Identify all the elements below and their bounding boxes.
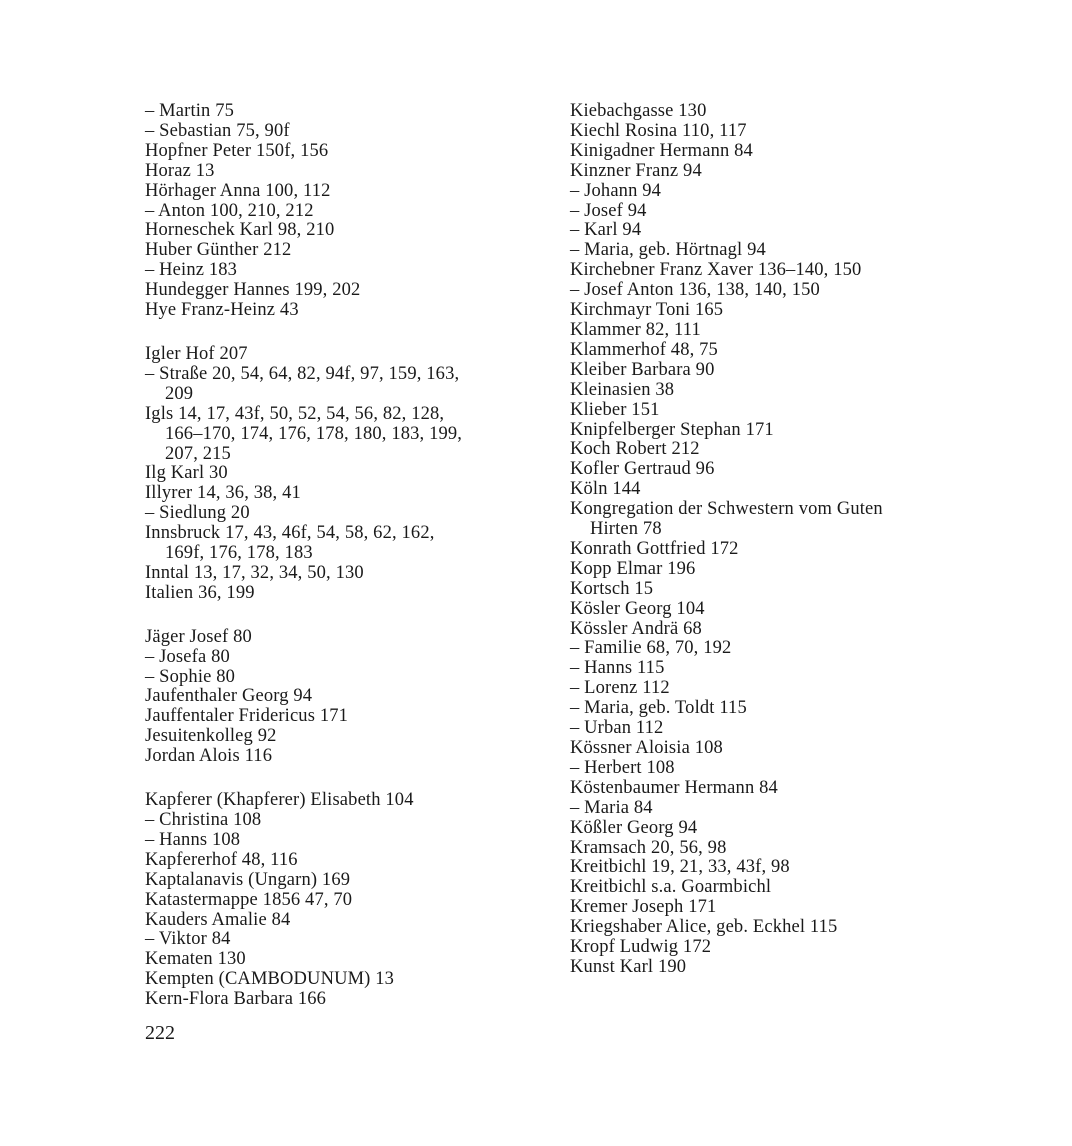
index-entry-line: – Maria 84 bbox=[570, 797, 653, 818]
index-entry-line: Kösler Georg 104 bbox=[570, 598, 705, 619]
index-entry bbox=[570, 958, 940, 978]
index-entry-line: – Karl 94 bbox=[570, 220, 642, 241]
index-entry-line: Hye Franz-Heinz 43 bbox=[145, 300, 299, 321]
index-entry-line: – Sophie 80 bbox=[145, 666, 236, 687]
index-entry bbox=[145, 668, 535, 688]
index-entry bbox=[570, 819, 940, 839]
index-entry-line: – Johann 94 bbox=[570, 180, 662, 201]
index-entry-line: Igler Hof 207 bbox=[145, 343, 248, 364]
index-entry-line: Kiebachgasse 130 bbox=[570, 101, 707, 121]
index-entry-line: Klammerhof 48, 75 bbox=[570, 339, 718, 360]
index-entry-line: – Martin 75 bbox=[145, 101, 235, 121]
index-column-left bbox=[145, 102, 535, 1010]
index-entry-continuation: 209 bbox=[165, 383, 194, 404]
index-entry bbox=[145, 102, 535, 122]
index-entry bbox=[570, 679, 940, 699]
index-entry bbox=[145, 221, 535, 241]
index-entry-line: Koch Robert 212 bbox=[570, 439, 700, 460]
index-entry bbox=[570, 620, 940, 640]
index-entry-line: – Viktor 84 bbox=[145, 929, 231, 950]
index-entry-line: Kreitbichl s.a. Goarmbichl bbox=[570, 877, 772, 898]
index-entry-line: Kößler Georg 94 bbox=[570, 817, 698, 838]
index-entry-line: Kinigadner Hermann 84 bbox=[570, 140, 753, 161]
index-entry bbox=[145, 791, 535, 811]
index-entry bbox=[145, 122, 535, 142]
index-section-gap bbox=[145, 604, 535, 628]
index-entry bbox=[570, 381, 940, 401]
index-column-right bbox=[570, 102, 940, 978]
index-entry-line: Innsbruck 17, 43, 46f, 54, 58, 62, 162, bbox=[145, 523, 435, 544]
index-entry bbox=[570, 540, 940, 560]
index-entry-line: Kempten (CAMBODUNUM) 13 bbox=[145, 969, 395, 990]
index-entry-line: Kopp Elmar 196 bbox=[570, 558, 696, 579]
index-entry bbox=[145, 628, 535, 648]
index-entry-continuation: Hirten 78 bbox=[590, 519, 662, 540]
index-entry bbox=[570, 102, 940, 122]
index-entry bbox=[570, 938, 940, 958]
index-entry-line: – Urban 112 bbox=[570, 718, 664, 739]
index-entry-line: – Josefa 80 bbox=[145, 646, 230, 667]
index-entry-line: Katastermappe 1856 47, 70 bbox=[145, 889, 353, 910]
index-entry bbox=[570, 182, 940, 202]
index-entry-line: – Sebastian 75, 90f bbox=[145, 120, 290, 141]
index-entry-line: Horneschek Karl 98, 210 bbox=[145, 220, 335, 241]
index-entry bbox=[570, 600, 940, 620]
index-entry-line: Kössner Aloisia 108 bbox=[570, 738, 723, 758]
index-entry-line: Kössler Andrä 68 bbox=[570, 618, 702, 639]
index-entry bbox=[145, 142, 535, 162]
index-entry-continuation: 166–170, 174, 176, 178, 180, 183, 199, bbox=[165, 423, 463, 444]
index-entry-line: Köln 144 bbox=[570, 479, 641, 500]
index-entry bbox=[570, 460, 940, 480]
index-entry bbox=[570, 858, 940, 878]
index-entry-line: – Hanns 115 bbox=[570, 658, 665, 679]
index-entry bbox=[570, 421, 940, 441]
index-entry bbox=[145, 524, 535, 564]
index-entry bbox=[145, 241, 535, 261]
index-entry bbox=[570, 401, 940, 421]
index-entry bbox=[145, 504, 535, 524]
index-entry bbox=[145, 365, 535, 405]
index-entry bbox=[570, 301, 940, 321]
index-entry bbox=[145, 202, 535, 222]
index-entry-line: – Heinz 183 bbox=[145, 260, 238, 281]
index-entry bbox=[570, 361, 940, 381]
index-entry bbox=[570, 261, 940, 281]
index-entry bbox=[145, 182, 535, 202]
index-entry-line: Jordan Alois 116 bbox=[145, 746, 273, 767]
index-entry-line: Kapferer (Khapferer) Elisabeth 104 bbox=[145, 790, 414, 811]
index-entry-line: Kongregation der Schwestern vom Guten bbox=[570, 499, 883, 520]
index-entry-line: Kiechl Rosina 110, 117 bbox=[570, 120, 747, 141]
page-number: 222 bbox=[145, 1022, 175, 1044]
index-entry-line: Horaz 13 bbox=[145, 160, 215, 181]
index-entry-line: Klammer 82, 111 bbox=[570, 319, 701, 340]
index-entry-line: Igls 14, 17, 43f, 50, 52, 54, 56, 82, 128, bbox=[145, 403, 445, 424]
index-entry bbox=[570, 719, 940, 739]
index-entry-line: Jesuitenkolleg 92 bbox=[145, 726, 277, 747]
index-entry bbox=[145, 891, 535, 911]
index-entry bbox=[145, 911, 535, 931]
index-entry bbox=[570, 659, 940, 679]
index-entry bbox=[570, 898, 940, 918]
index-entry-line: Kriegshaber Alice, geb. Eckhel 115 bbox=[570, 917, 838, 938]
index-entry bbox=[145, 345, 535, 365]
index-entry bbox=[570, 440, 940, 460]
index-entry-line: – Maria, geb. Hörtnagl 94 bbox=[570, 240, 766, 261]
index-entry-line: Kirchmayr Toni 165 bbox=[570, 300, 724, 321]
index-entry bbox=[145, 811, 535, 831]
index-entry-line: Kunst Karl 190 bbox=[570, 956, 687, 977]
index-entry-line: Illyrer 14, 36, 38, 41 bbox=[145, 483, 301, 504]
index-entry-continuation: 169f, 176, 178, 183 bbox=[165, 543, 313, 564]
index-entry bbox=[145, 990, 535, 1010]
index-entry bbox=[570, 221, 940, 241]
index-entry-line: – Herbert 108 bbox=[570, 757, 675, 778]
index-entry-line: – Maria, geb. Toldt 115 bbox=[570, 698, 747, 719]
index-entry bbox=[570, 639, 940, 659]
index-entry-line: Hopfner Peter 150f, 156 bbox=[145, 140, 329, 161]
index-entry-line: Knipfelberger Stephan 171 bbox=[570, 419, 774, 440]
index-entry bbox=[145, 687, 535, 707]
index-entry bbox=[145, 564, 535, 584]
index-entry-line: Köstenbaumer Hermann 84 bbox=[570, 777, 778, 798]
index-entry-line: Kleiber Barbara 90 bbox=[570, 359, 715, 380]
index-entry-line: Kofler Gertraud 96 bbox=[570, 459, 715, 480]
index-entry bbox=[570, 142, 940, 162]
index-entry bbox=[145, 464, 535, 484]
index-entry bbox=[145, 930, 535, 950]
index-entry bbox=[570, 480, 940, 500]
index-entry-line: Jaufenthaler Georg 94 bbox=[145, 686, 313, 707]
index-entry bbox=[570, 918, 940, 938]
index-entry bbox=[145, 301, 535, 321]
index-entry-line: Italien 36, 199 bbox=[145, 582, 255, 603]
index-entry bbox=[145, 261, 535, 281]
index-entry bbox=[145, 747, 535, 767]
index-entry-line: Kleinasien 38 bbox=[570, 379, 675, 400]
index-entry bbox=[570, 162, 940, 182]
index-entry bbox=[570, 779, 940, 799]
index-entry-line: Kremer Joseph 171 bbox=[570, 897, 717, 918]
index-entry bbox=[570, 321, 940, 341]
index-entry bbox=[570, 839, 940, 859]
index-entry bbox=[570, 878, 940, 898]
index-entry-line: – Hanns 108 bbox=[145, 829, 241, 850]
index-entry bbox=[145, 648, 535, 668]
index-entry bbox=[145, 584, 535, 604]
index-entry-line: Huber Günther 212 bbox=[145, 240, 292, 261]
index-entry bbox=[145, 970, 535, 990]
index-entry-line: Kropf Ludwig 172 bbox=[570, 937, 712, 958]
index-entry-line: – Josef Anton 136, 138, 140, 150 bbox=[570, 280, 820, 301]
index-entry-line: – Lorenz 112 bbox=[570, 678, 670, 699]
index-entry-line: Jauffentaler Fridericus 171 bbox=[145, 706, 349, 727]
index-entry bbox=[145, 484, 535, 504]
index-entry-line: Kern-Flora Barbara 166 bbox=[145, 989, 327, 1010]
index-section-gap bbox=[145, 321, 535, 345]
index-entry-line: Kirchebner Franz Xaver 136–140, 150 bbox=[570, 260, 862, 281]
index-section-gap bbox=[145, 767, 535, 791]
index-entry bbox=[570, 122, 940, 142]
index-entry bbox=[145, 831, 535, 851]
index-entry bbox=[145, 162, 535, 182]
index-entry bbox=[570, 202, 940, 222]
index-entry bbox=[570, 500, 940, 540]
index-entry-line: Kaptalanavis (Ungarn) 169 bbox=[145, 869, 351, 890]
index-entry bbox=[145, 727, 535, 747]
index-entry-line: Inntal 13, 17, 32, 34, 50, 130 bbox=[145, 562, 364, 583]
index-entry-line: – Familie 68, 70, 192 bbox=[570, 638, 732, 659]
index-entry-line: – Straße 20, 54, 64, 82, 94f, 97, 159, 163, bbox=[145, 363, 460, 384]
index-entry-continuation: 207, 215 bbox=[165, 443, 231, 464]
index-entry-line: Kramsach 20, 56, 98 bbox=[570, 837, 727, 858]
index-entry bbox=[570, 560, 940, 580]
index-entry-line: Jäger Josef 80 bbox=[145, 626, 252, 647]
index-entry-line: Kinzner Franz 94 bbox=[570, 160, 702, 181]
index-entry bbox=[570, 699, 940, 719]
index-entry bbox=[145, 871, 535, 891]
index-entry-line: – Christina 108 bbox=[145, 810, 262, 830]
index-entry-line: Klieber 151 bbox=[570, 399, 660, 420]
index-entry-line: Kreitbichl 19, 21, 33, 43f, 98 bbox=[570, 857, 790, 878]
index-entry bbox=[570, 759, 940, 779]
index-entry-line: – Anton 100, 210, 212 bbox=[145, 200, 314, 221]
index-entry bbox=[145, 707, 535, 727]
index-entry bbox=[145, 950, 535, 970]
index-entry-line: Kauders Amalie 84 bbox=[145, 909, 291, 930]
index-entry bbox=[570, 341, 940, 361]
index-entry-line: Hundegger Hannes 199, 202 bbox=[145, 280, 361, 301]
index-entry-line: Kortsch 15 bbox=[570, 578, 654, 599]
index-entry-line: Kematen 130 bbox=[145, 949, 246, 970]
index-entry bbox=[570, 799, 940, 819]
index-entry bbox=[145, 405, 535, 465]
index-entry-line: Kapfererhof 48, 116 bbox=[145, 849, 298, 870]
index-entry-line: Ilg Karl 30 bbox=[145, 463, 228, 484]
index-entry bbox=[145, 851, 535, 871]
index-entry-line: – Josef 94 bbox=[570, 200, 647, 221]
index-entry bbox=[570, 241, 940, 261]
index-entry-line: – Siedlung 20 bbox=[145, 503, 250, 524]
index-entry bbox=[570, 580, 940, 600]
index-entry bbox=[570, 739, 940, 759]
index-entry bbox=[145, 281, 535, 301]
index-entry-line: Konrath Gottfried 172 bbox=[570, 538, 739, 559]
index-entry-line: Hörhager Anna 100, 112 bbox=[145, 180, 331, 201]
index-entry bbox=[570, 281, 940, 301]
